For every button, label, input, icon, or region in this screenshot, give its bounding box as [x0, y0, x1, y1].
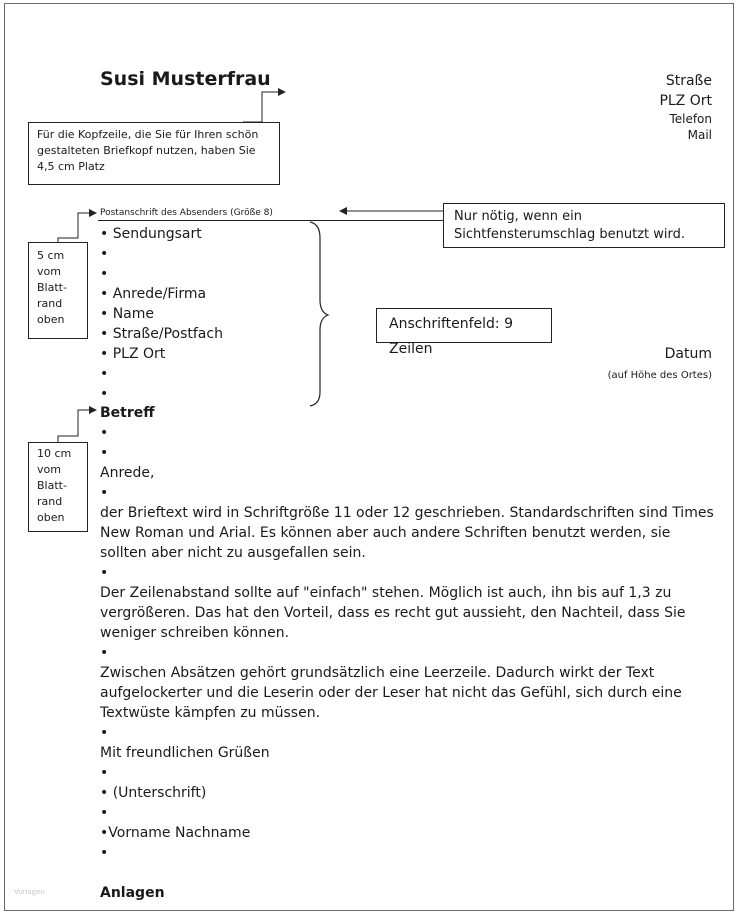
- blank-bullet: •: [100, 425, 109, 441]
- margin-10cm-arrow: [58, 410, 96, 442]
- salutation: Anrede,: [100, 465, 155, 481]
- margin-5cm-note: [28, 242, 88, 339]
- address-field-note: Anschriftenfeld: 9 Zeilen: [376, 308, 552, 343]
- address-line: • Sendungsart: [100, 226, 202, 242]
- window-envelope-note: Nur nötig, wenn ein Sichtfensterumschlag benutzt wird.: [443, 203, 725, 248]
- address-line: • PLZ Ort: [100, 346, 166, 362]
- address-line: • Name: [100, 306, 155, 322]
- sender-mail: Mail: [687, 128, 712, 142]
- address-brace: [310, 222, 328, 406]
- margin-5cm-line: 5 cm: [37, 249, 65, 262]
- margin-10cm-line: oben: [37, 511, 65, 524]
- blank-bullet: •: [100, 565, 109, 581]
- blank-bullet: •: [100, 645, 109, 661]
- blank-bullet: •: [100, 765, 109, 781]
- watermark: Vorlagen: [14, 888, 45, 896]
- sender-phone: Telefon: [669, 112, 712, 126]
- blank-bullet: •: [100, 845, 109, 861]
- sender-street: Straße: [665, 73, 712, 89]
- margin-10cm-line: rand: [37, 495, 63, 508]
- address-line: •: [100, 246, 109, 262]
- address-line: • Straße/Postfach: [100, 326, 223, 342]
- sender-city: PLZ Ort: [659, 93, 712, 109]
- date-label: Datum: [664, 346, 712, 362]
- paragraph: Zwischen Absätzen gehört grundsätzlich eine Leerzeile. Dadurch wirkt der Text aufgelockerter und die Leserin oder der Leser hat nicht das Gefühl, sich durch eine Textwüste kämpfen zu müssen.: [100, 665, 682, 721]
- signature: • (Unterschrift): [100, 785, 207, 801]
- margin-10cm-note: [28, 442, 88, 532]
- subject: Betreff: [100, 405, 155, 421]
- margin-5cm-line: rand: [37, 297, 63, 310]
- spacer: [100, 863, 715, 883]
- margin-10cm-line: vom: [37, 463, 61, 476]
- address-line: •: [100, 386, 109, 402]
- full-name: •Vorname Nachname: [100, 825, 251, 841]
- paragraph: Der Zeilenabstand sollte auf "einfach" stehen. Möglich ist auch, ihn bis auf 1,3 zu vergrößeren. Das hat den Vorteil, dass es recht gut aussieht, den Nachteil, dass Sie weniger schreiben können.: [100, 585, 686, 641]
- header-arrow: [243, 92, 285, 122]
- address-line: • Anrede/Firma: [100, 286, 207, 302]
- blank-bullet: •: [100, 725, 109, 741]
- address-line: •: [100, 266, 109, 282]
- margin-5cm-line: oben: [37, 313, 65, 326]
- margin-10cm-line: Blatt-: [37, 479, 67, 492]
- margin-5cm-arrow: [58, 213, 96, 242]
- address-line: •: [100, 366, 109, 382]
- margin-5cm-line: vom: [37, 265, 61, 278]
- postal-return-line: Postanschrift des Absenders (Größe 8): [100, 208, 273, 218]
- sender-name: Susi Musterfrau: [100, 68, 271, 90]
- margin-5cm-line: Blatt-: [37, 281, 67, 294]
- postal-underline: [98, 220, 443, 221]
- attachments: Anlagen: [100, 885, 165, 901]
- blank-bullet: •: [100, 445, 109, 461]
- margin-10cm-line: 10 cm: [37, 447, 72, 460]
- letter-body: [100, 403, 715, 903]
- paragraph: der Brieftext wird in Schriftgröße 11 oder 12 geschrieben. Standardschriften sind Times New Roman und Arial. Es können aber auch andere Schriften benutzt werden, sie sollten aber nicht zu ausgefallen sein.: [100, 505, 714, 561]
- date-note: (auf Höhe des Ortes): [607, 370, 712, 381]
- closing: Mit freundlichen Grüßen: [100, 745, 270, 761]
- blank-bullet: •: [100, 805, 109, 821]
- blank-bullet: •: [100, 485, 109, 501]
- header-space-note: Für die Kopfzeile, die Sie für Ihren schön gestalteten Briefkopf nutzen, haben Sie 4,5 cm Platz: [28, 122, 280, 185]
